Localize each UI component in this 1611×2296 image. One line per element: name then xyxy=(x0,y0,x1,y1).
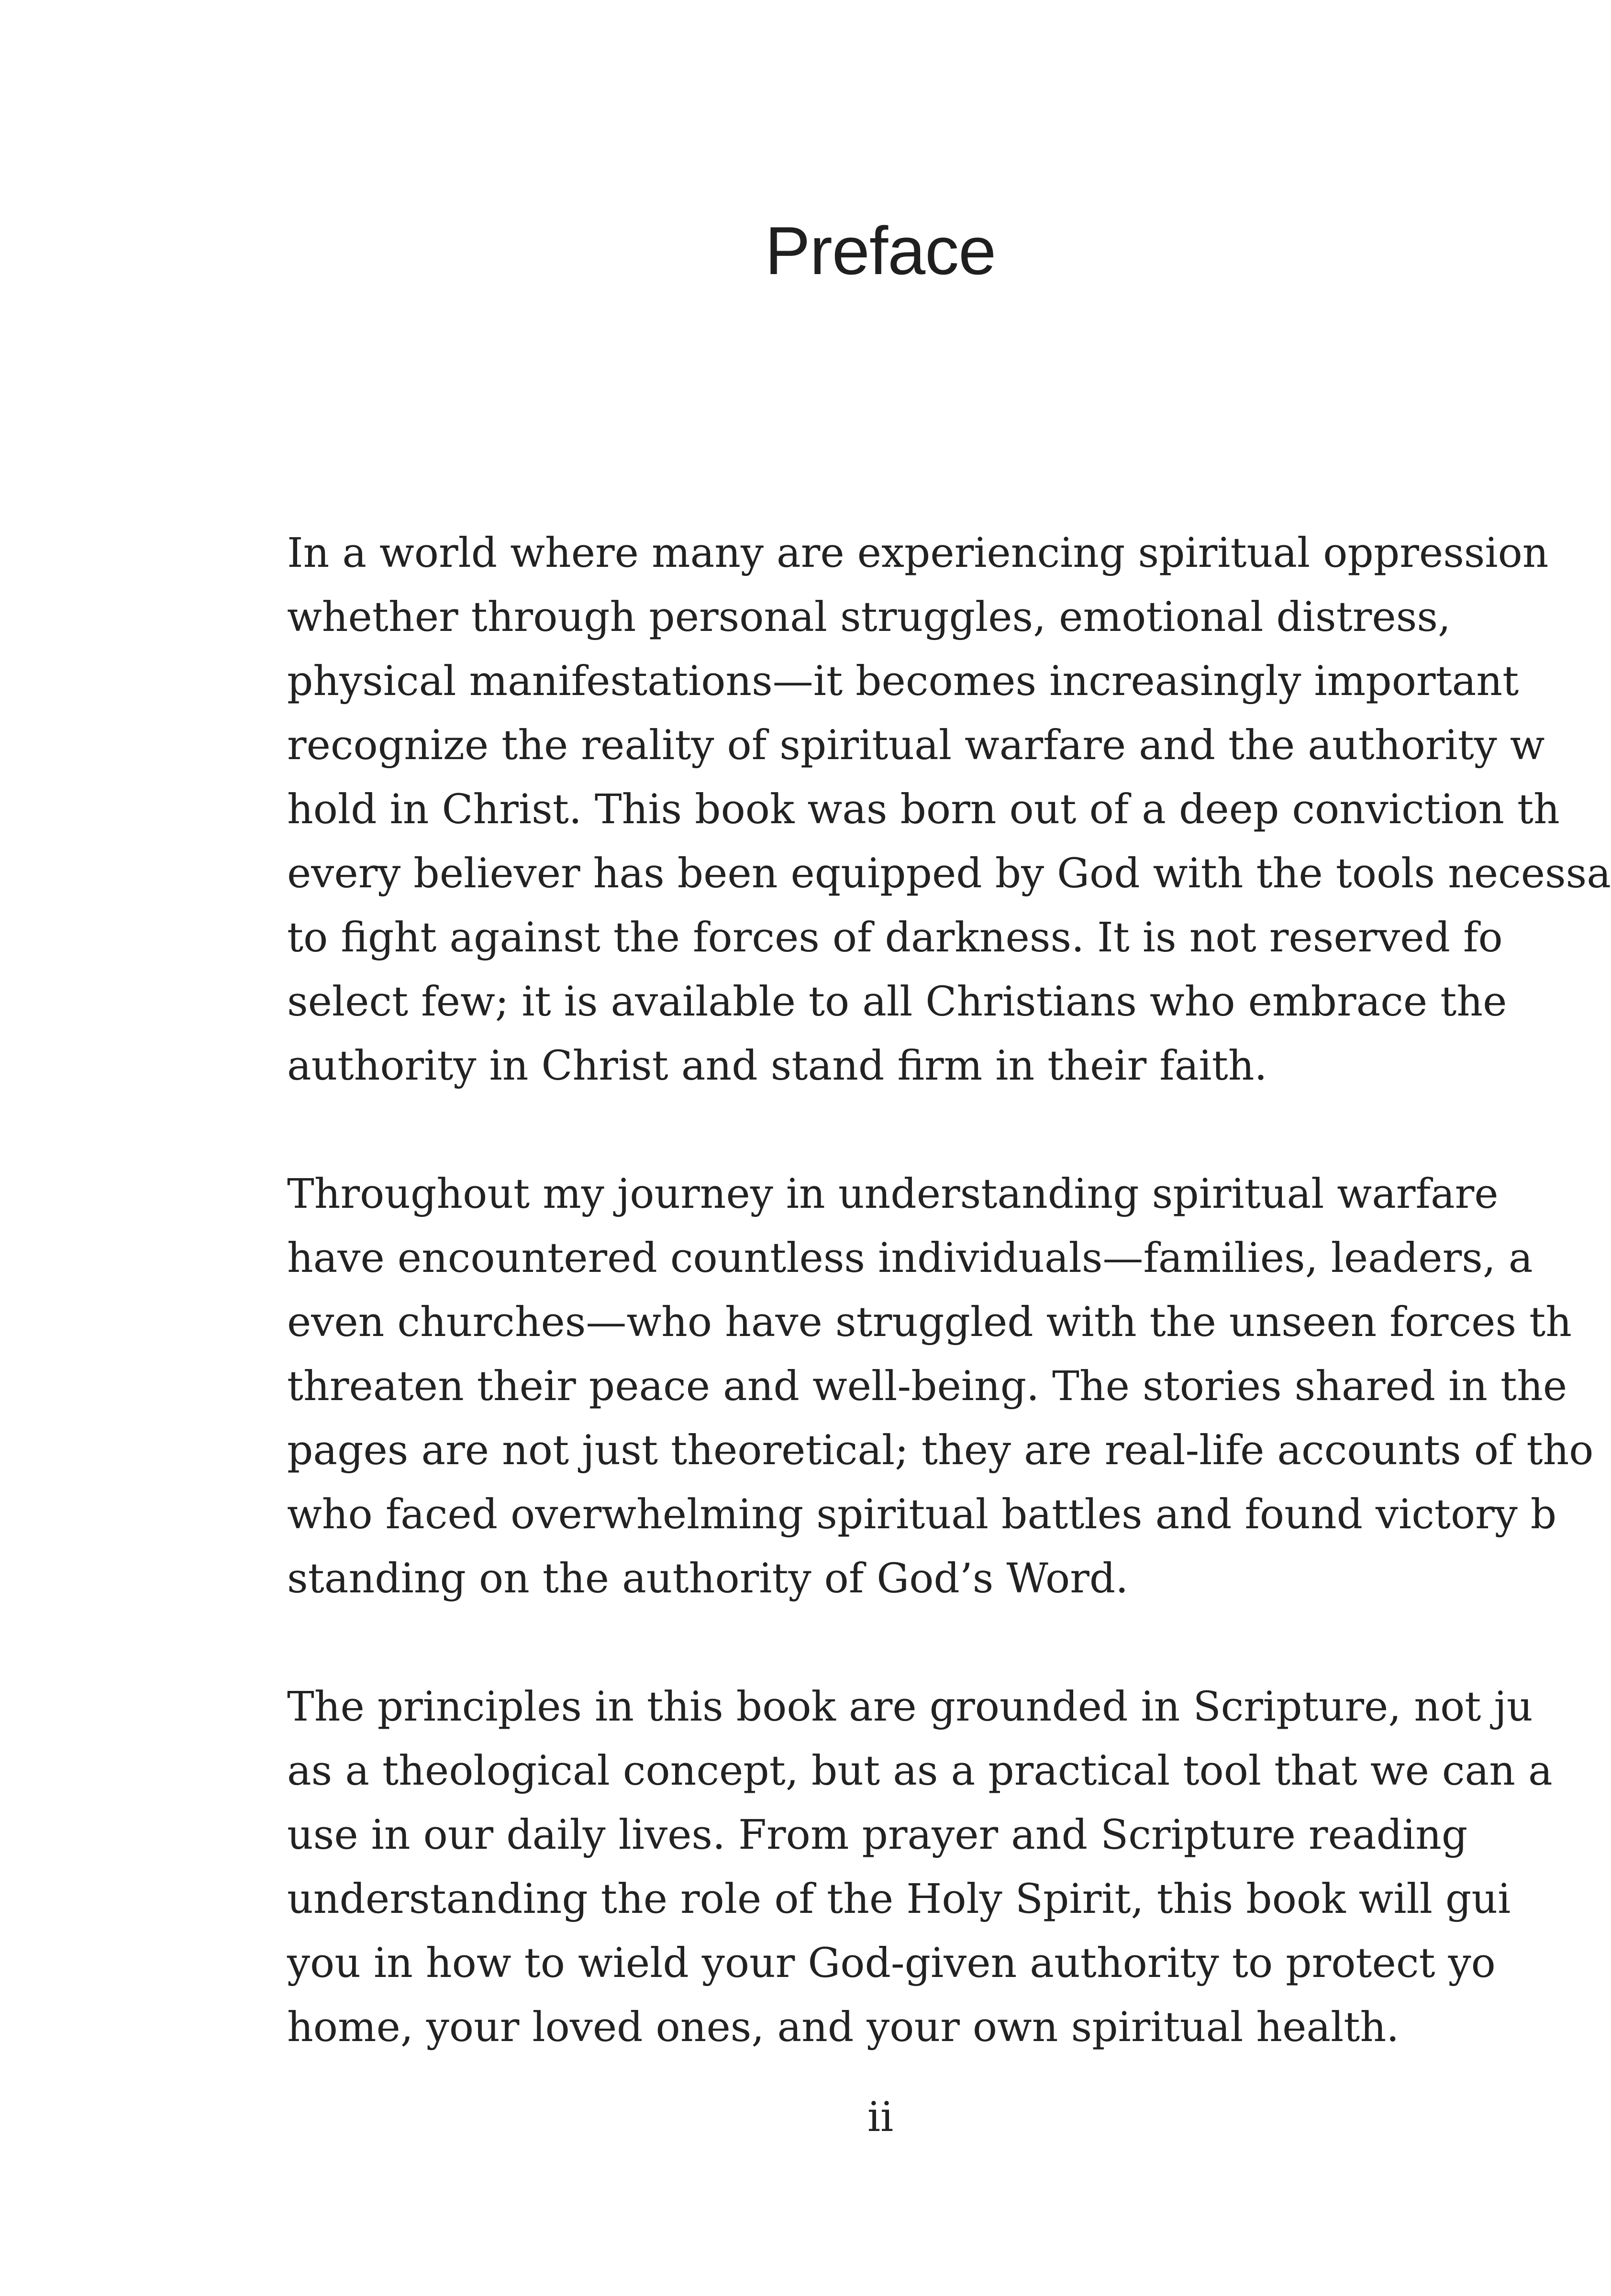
text-line: physical manifestations—it becomes increasingly important xyxy=(287,658,1519,705)
text-line: authority in Christ and stand firm in their faith. xyxy=(287,1042,1267,1090)
paragraph-2 xyxy=(287,1162,1594,1611)
text-line: recognize the reality of spiritual warfare and the authority w xyxy=(287,722,1545,769)
text-line: standing on the authority of God’s Word. xyxy=(287,1555,1129,1602)
paragraph-3 xyxy=(287,1675,1553,2060)
text-line: use in our daily lives. From prayer and Scripture reading xyxy=(287,1811,1468,1859)
paragraph-1 xyxy=(287,521,1611,1098)
text-line: to fight against the forces of darkness. It is not reserved fo xyxy=(287,914,1503,961)
text-line: whether through personal struggles, emotional distress, xyxy=(287,594,1451,641)
text-line: you in how to wield your God-given authority to protect yo xyxy=(287,1940,1496,1987)
text-line: every believer has been equipped by God with the tools necessa xyxy=(287,850,1611,897)
text-line: select few; it is available to all Christians who embrace the xyxy=(287,978,1507,1026)
text-line: pages are not just theoretical; they are real-life accounts of tho xyxy=(287,1427,1594,1474)
text-line: The principles in this book are grounded in Scripture, not ju xyxy=(287,1683,1533,1731)
body-text xyxy=(287,521,1611,2124)
text-line: home, your loved ones, and your own spiritual health. xyxy=(287,2004,1400,2051)
text-line: who faced overwhelming spiritual battles and found victory b xyxy=(287,1491,1557,1538)
text-line: hold in Christ. This book was born out of a deep conviction th xyxy=(287,786,1560,833)
text-line: have encountered countless individuals—families, leaders, a xyxy=(287,1235,1533,1282)
text-line: In a world where many are experiencing spiritual oppression xyxy=(287,530,1549,577)
text-line: as a theological concept, but as a practical tool that we can a xyxy=(287,1747,1553,1795)
chapter-title: Preface xyxy=(765,213,996,289)
text-line: even churches—who have struggled with the unseen forces th xyxy=(287,1299,1572,1346)
page-number: ii xyxy=(867,2094,894,2141)
text-line: threaten their peace and well-being. The stories shared in the xyxy=(287,1363,1567,1410)
text-line: Throughout my journey in understanding spiritual warfare xyxy=(287,1170,1499,1218)
text-line: understanding the role of the Holy Spirit, this book will gui xyxy=(287,1876,1511,1923)
